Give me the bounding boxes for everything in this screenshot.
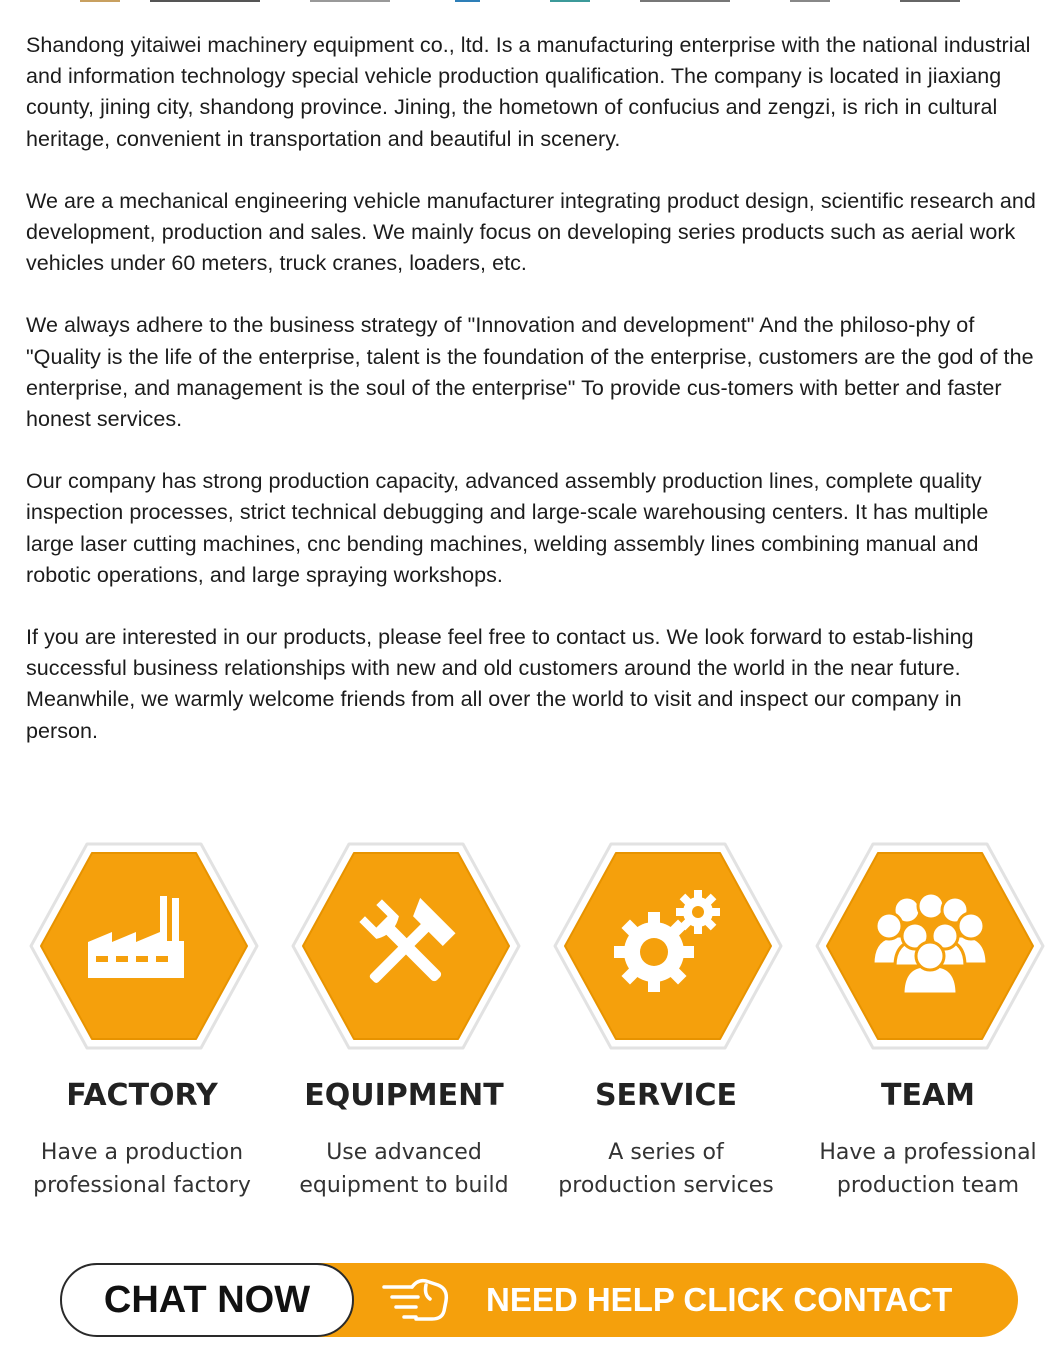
feature-desc-line: Use advanced (326, 1140, 482, 1165)
feature-equipment (274, 840, 534, 1210)
company-introduction (26, 30, 1036, 778)
feature-row (0, 840, 1060, 1220)
hexagon-badge (289, 840, 523, 1052)
feature-description (798, 1136, 1058, 1202)
feature-title: SERVICE (594, 1078, 738, 1113)
hexagon-badge (27, 840, 261, 1052)
feature-factory (12, 840, 272, 1210)
feature-desc-line: Have a production (40, 1140, 244, 1165)
intro-paragraph: We always adhere to the business strategy of "Innovation and development" And the philoso-phy of "Quality is the life of the enterprise, talent is the foundation of the enterprise, customers are the god of the enterprise, and management is the soul of the enterprise" To provide cus-tomers with better and faster honest services. (26, 313, 1034, 432)
tools-icon (346, 886, 466, 1006)
gears-icon (608, 886, 728, 1006)
feature-service (536, 840, 796, 1210)
feature-desc-line: production team (836, 1173, 1020, 1198)
hexagon-badge (551, 840, 785, 1052)
factory-icon (84, 886, 204, 1006)
intro-paragraph: We are a mechanical engineering vehicle manufacturer integrating product design, scientific research and development, production and sales. We mainly focus on developing series products such as aerial work vehicles under 60 meters, truck cranes, loaders, etc. (26, 188, 1036, 276)
feature-title: FACTORY (66, 1078, 218, 1113)
pointing-hand-icon (382, 1275, 452, 1325)
intro-paragraph: If you are interested in our products, please feel free to contact us. We look forward to estab-lishing successful business relationships with new and old customers around the world in the near future. Meanwhile, we warmly welcome friends from all over the world to visit and inspect our company in person. (26, 625, 974, 743)
feature-title: EQUIPMENT (304, 1078, 504, 1113)
chat-now-button[interactable]: CHAT NOW (60, 1263, 354, 1337)
feature-desc-line: A series of (608, 1140, 724, 1165)
feature-desc-line: professional factory (33, 1173, 251, 1198)
feature-desc-line: equipment to build (299, 1173, 509, 1198)
top-decorative-strip (0, 0, 1060, 3)
feature-description (12, 1136, 272, 1202)
need-help-contact-link[interactable]: NEED HELP CLICK CONTACT (486, 1281, 953, 1318)
intro-paragraph: Our company has strong production capacity, advanced assembly production lines, complete quality inspection processes, strict technical debugging and large-scale warehousing centers. It has multiple large laser cutting machines, cnc bending machines, welding assembly lines combining manual and robotic operations, and large spraying workshops. (26, 469, 989, 587)
feature-title: TEAM (880, 1078, 976, 1113)
feature-description (274, 1136, 534, 1202)
hexagon-badge (813, 840, 1047, 1052)
feature-desc-line: Have a professional (819, 1140, 1037, 1165)
intro-paragraph: Shandong yitaiwei machinery equipment co., ltd. Is a manufacturing enterprise with the national industrial and information technology special vehicle production qualification. The company is located in jiaxiang county, jining city, shandong province. Jining, the hometown of confucius and zengzi, is rich in cultural heritage, convenient in transportation and beautiful in scenery. (26, 33, 1031, 151)
feature-team (798, 840, 1058, 1210)
feature-description (536, 1136, 796, 1202)
feature-desc-line: production services (558, 1173, 774, 1198)
contact-banner[interactable] (60, 1263, 1018, 1337)
team-icon (865, 886, 995, 1006)
